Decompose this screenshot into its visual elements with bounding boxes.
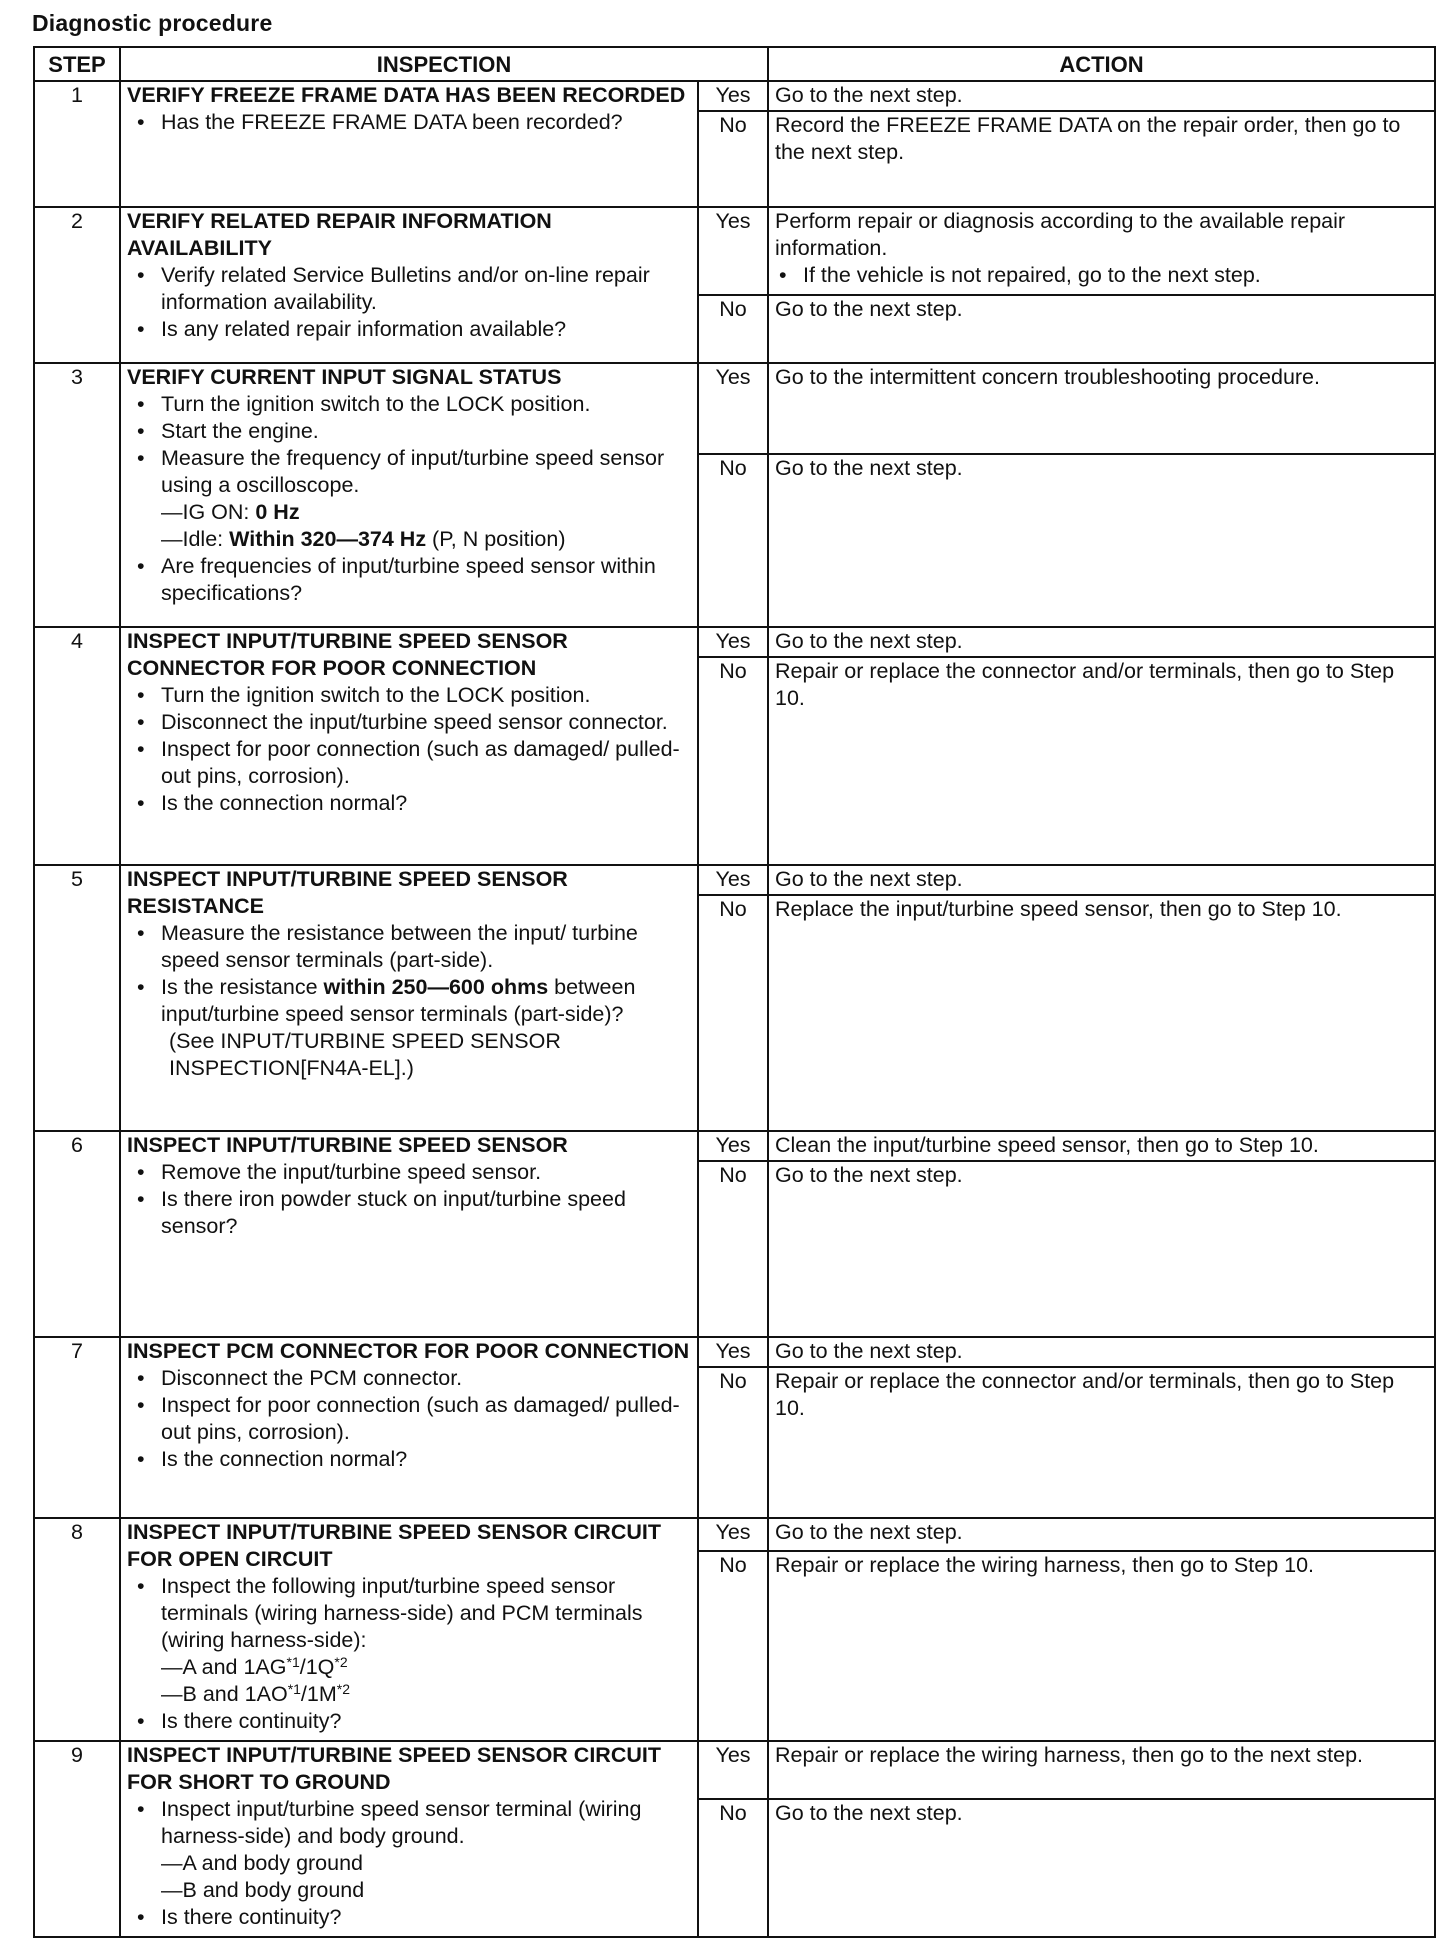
inspection-list: [127, 1365, 691, 1473]
yes-label: Yes: [698, 1518, 768, 1551]
step-2-yes-row: [34, 207, 1435, 295]
spec-label: IG ON:: [182, 499, 256, 524]
inspection-cell: [120, 627, 698, 865]
yes-action: Go to the next step.: [768, 81, 1435, 111]
step-7-yes-row: [34, 1337, 1435, 1367]
terminal-text: A and 1AG: [182, 1654, 287, 1679]
step-5-yes-row: [34, 865, 1435, 895]
inspection-title: INSPECT PCM CONNECTOR FOR POOR CONNECTION: [127, 1339, 690, 1364]
page-title: Diagnostic procedure: [32, 10, 273, 36]
action-sub-list: [775, 262, 1428, 289]
spec-suffix: (P, N position): [426, 526, 566, 551]
yes-label: Yes: [698, 363, 768, 454]
spec-line: [161, 526, 691, 553]
step-number: 1: [34, 81, 120, 207]
terminal-line: [161, 1681, 691, 1708]
terminal-line: — B and body ground: [161, 1877, 691, 1904]
no-label: No: [698, 1799, 768, 1938]
inspection-bullet: [161, 1796, 691, 1904]
no-label: No: [698, 295, 768, 363]
inspection-bullet: [161, 1573, 691, 1708]
inspection-title: VERIFY RELATED REPAIR INFORMATION AVAILABILITY: [127, 209, 552, 261]
inspection-title: INSPECT INPUT/TURBINE SPEED SENSOR CIRCUIT FOR SHORT TO GROUND: [127, 1743, 661, 1795]
no-action: Go to the next step.: [768, 1161, 1435, 1337]
step-number: 3: [34, 363, 120, 628]
step-1-yes-row: [34, 81, 1435, 111]
spec-value: within 250—600 ohms: [323, 975, 549, 1000]
yes-label: Yes: [698, 81, 768, 111]
footnote-mark: *1: [286, 1653, 300, 1670]
step-number: 6: [34, 1131, 120, 1337]
yes-action: Clean the input/turbine speed sensor, then go to Step 10.: [768, 1131, 1435, 1161]
inspection-bullet: • Verify related Service Bulletins and/or on-line repair information availability.: [161, 262, 691, 316]
inspection-list: [127, 1159, 691, 1240]
inspection-bullet: • Has the FREEZE FRAME DATA been recorded?: [161, 109, 691, 136]
spec-label: Idle:: [182, 526, 230, 551]
yes-action: Go to the intermittent concern troubleshooting procedure.: [768, 363, 1435, 454]
no-label: No: [698, 454, 768, 627]
yes-label: Yes: [698, 1131, 768, 1161]
inspection-title: INSPECT INPUT/TURBINE SPEED SENSOR CIRCUIT FOR OPEN CIRCUIT: [127, 1519, 661, 1571]
inspection-title: INSPECT INPUT/TURBINE SPEED SENSOR RESISTANCE: [127, 867, 568, 919]
action-sub-bullet: • If the vehicle is not repaired, go to the next step.: [803, 262, 1428, 289]
step-number: 7: [34, 1337, 120, 1517]
terminal-text: B and 1AO: [182, 1681, 288, 1706]
step-number: 8: [34, 1518, 120, 1742]
inspection-bullet: • Disconnect the input/turbine speed sensor connector.: [161, 709, 691, 736]
inspection-title: INSPECT INPUT/TURBINE SPEED SENSOR CONNECTOR FOR POOR CONNECTION: [127, 629, 568, 681]
no-action: Repair or replace the connector and/or terminals, then go to Step 10.: [768, 1367, 1435, 1518]
step-number: 9: [34, 1741, 120, 1937]
no-action: Repair or replace the connector and/or terminals, then go to Step 10.: [768, 657, 1435, 865]
yes-label: Yes: [698, 1337, 768, 1367]
header-step: STEP: [34, 47, 120, 81]
inspection-bullet: [161, 445, 691, 553]
inspection-bullet: • Inspect for poor connection (such as damaged/ pulled-out pins, corrosion).: [161, 1392, 691, 1446]
inspection-list: [127, 1796, 691, 1931]
inspection-bullet: • Start the engine.: [161, 418, 691, 445]
footnote-mark: *2: [334, 1653, 348, 1670]
header-row: [34, 47, 1435, 81]
yes-action: Repair or replace the wiring harness, then go to the next step.: [768, 1741, 1435, 1798]
no-action: Replace the input/turbine speed sensor, then go to Step 10.: [768, 895, 1435, 1131]
inspection-list: [127, 391, 691, 607]
inspection-bullet: • Are frequencies of input/turbine speed sensor within specifications?: [161, 553, 691, 607]
no-action: Record the FREEZE FRAME DATA on the repair order, then go to the next step.: [768, 111, 1435, 207]
yes-label: Yes: [698, 865, 768, 895]
step-9-yes-row: [34, 1741, 1435, 1798]
yes-label: Yes: [698, 627, 768, 657]
inspection-list: [127, 109, 691, 136]
header-action: ACTION: [768, 47, 1435, 81]
diagnostic-table: [33, 46, 1436, 1938]
no-label: No: [698, 895, 768, 1131]
spec-line: [161, 499, 691, 526]
no-action: Go to the next step.: [768, 454, 1435, 627]
no-action: Go to the next step.: [768, 1799, 1435, 1938]
inspection-cell: [120, 1131, 698, 1337]
step-4-yes-row: [34, 627, 1435, 657]
inspection-bullet: • Is the connection normal?: [161, 790, 691, 817]
inspection-bullet: • Is the connection normal?: [161, 1446, 691, 1473]
terminal-text: /1M: [300, 1681, 337, 1706]
inspection-bullet: • Remove the input/turbine speed sensor.: [161, 1159, 691, 1186]
spec-value: Within 320—374 Hz: [229, 526, 427, 551]
yes-action-cell: [768, 207, 1435, 295]
no-label: No: [698, 1161, 768, 1337]
yes-action: Go to the next step.: [768, 865, 1435, 895]
inspection-bullet: • Turn the ignition switch to the LOCK position.: [161, 682, 691, 709]
yes-label: Yes: [698, 207, 768, 295]
no-label: No: [698, 111, 768, 207]
inspection-title: VERIFY CURRENT INPUT SIGNAL STATUS: [127, 364, 562, 389]
step-number: 5: [34, 865, 120, 1131]
yes-action: Go to the next step.: [768, 1518, 1435, 1551]
inspection-cell: [120, 207, 698, 363]
inspection-cell: [120, 1518, 698, 1742]
inspection-bullet-text: Measure the frequency of input/turbine speed sensor using a oscilloscope.: [161, 445, 665, 497]
terminal-line: [161, 1654, 691, 1681]
spec-value: 0 Hz: [255, 499, 300, 524]
inspection-cell: [120, 363, 698, 628]
inspection-list: [127, 682, 691, 817]
inspection-list: [127, 1573, 691, 1735]
terminal-line: — A and body ground: [161, 1850, 691, 1877]
step-8-yes-row: [34, 1518, 1435, 1551]
inspection-title: VERIFY FREEZE FRAME DATA HAS BEEN RECORDED: [127, 83, 686, 107]
inspection-bullet: • Is there continuity?: [161, 1904, 691, 1931]
inspection-bullet: • Turn the ignition switch to the LOCK position.: [161, 391, 691, 418]
inspection-cell: [120, 1741, 698, 1937]
yes-action: Go to the next step.: [768, 1337, 1435, 1367]
inspection-cell: [120, 81, 698, 207]
header-inspection: INSPECTION: [120, 47, 768, 81]
no-action: Go to the next step.: [768, 295, 1435, 363]
inspection-bullet: [161, 974, 691, 1082]
inspection-list: [127, 262, 691, 343]
bullet-text: Is the resistance: [161, 975, 324, 1000]
no-action: Repair or replace the wiring harness, then go to Step 10.: [768, 1551, 1435, 1741]
yes-label: Yes: [698, 1741, 768, 1798]
inspection-bullet-text: Inspect input/turbine speed sensor terminal (wiring harness-side) and body ground.: [161, 1797, 642, 1849]
inspection-title: INSPECT INPUT/TURBINE SPEED SENSOR: [127, 1132, 568, 1157]
inspection-bullet: • Inspect for poor connection (such as damaged/ pulled-out pins, corrosion).: [161, 736, 691, 790]
footnote-mark: *2: [336, 1680, 350, 1697]
inspection-list: [127, 920, 691, 1082]
inspection-cell: [120, 865, 698, 1131]
yes-action: Go to the next step.: [768, 627, 1435, 657]
inspection-bullet: • Is there iron powder stuck on input/turbine speed sensor?: [161, 1186, 691, 1240]
yes-action: Perform repair or diagnosis according to the available repair information.: [775, 209, 1346, 261]
no-label: No: [698, 657, 768, 865]
reference-note: (See INPUT/TURBINE SPEED SENSOR INSPECTION[FN4A-EL].): [169, 1029, 561, 1081]
inspection-cell: [120, 1337, 698, 1517]
terminal-text: /1Q: [299, 1654, 335, 1679]
no-label: No: [698, 1551, 768, 1741]
inspection-bullet: • Is any related repair information available?: [161, 316, 691, 343]
step-number: 4: [34, 627, 120, 865]
step-6-yes-row: [34, 1131, 1435, 1161]
bullet-text: between input/turbine speed sensor terminals (part-side)?: [161, 975, 636, 1027]
inspection-bullet: • Measure the resistance between the input/ turbine speed sensor terminals (part-side).: [161, 920, 691, 974]
inspection-bullet: • Is there continuity?: [161, 1708, 691, 1735]
inspection-bullet-text: Inspect the following input/turbine speed sensor terminals (wiring harness-side) and PCM terminals (wiring harness-side):: [161, 1573, 643, 1652]
step-number: 2: [34, 207, 120, 363]
no-label: No: [698, 1367, 768, 1518]
footnote-mark: *1: [287, 1680, 301, 1697]
step-3-yes-row: [34, 363, 1435, 454]
inspection-bullet: • Disconnect the PCM connector.: [161, 1365, 691, 1392]
